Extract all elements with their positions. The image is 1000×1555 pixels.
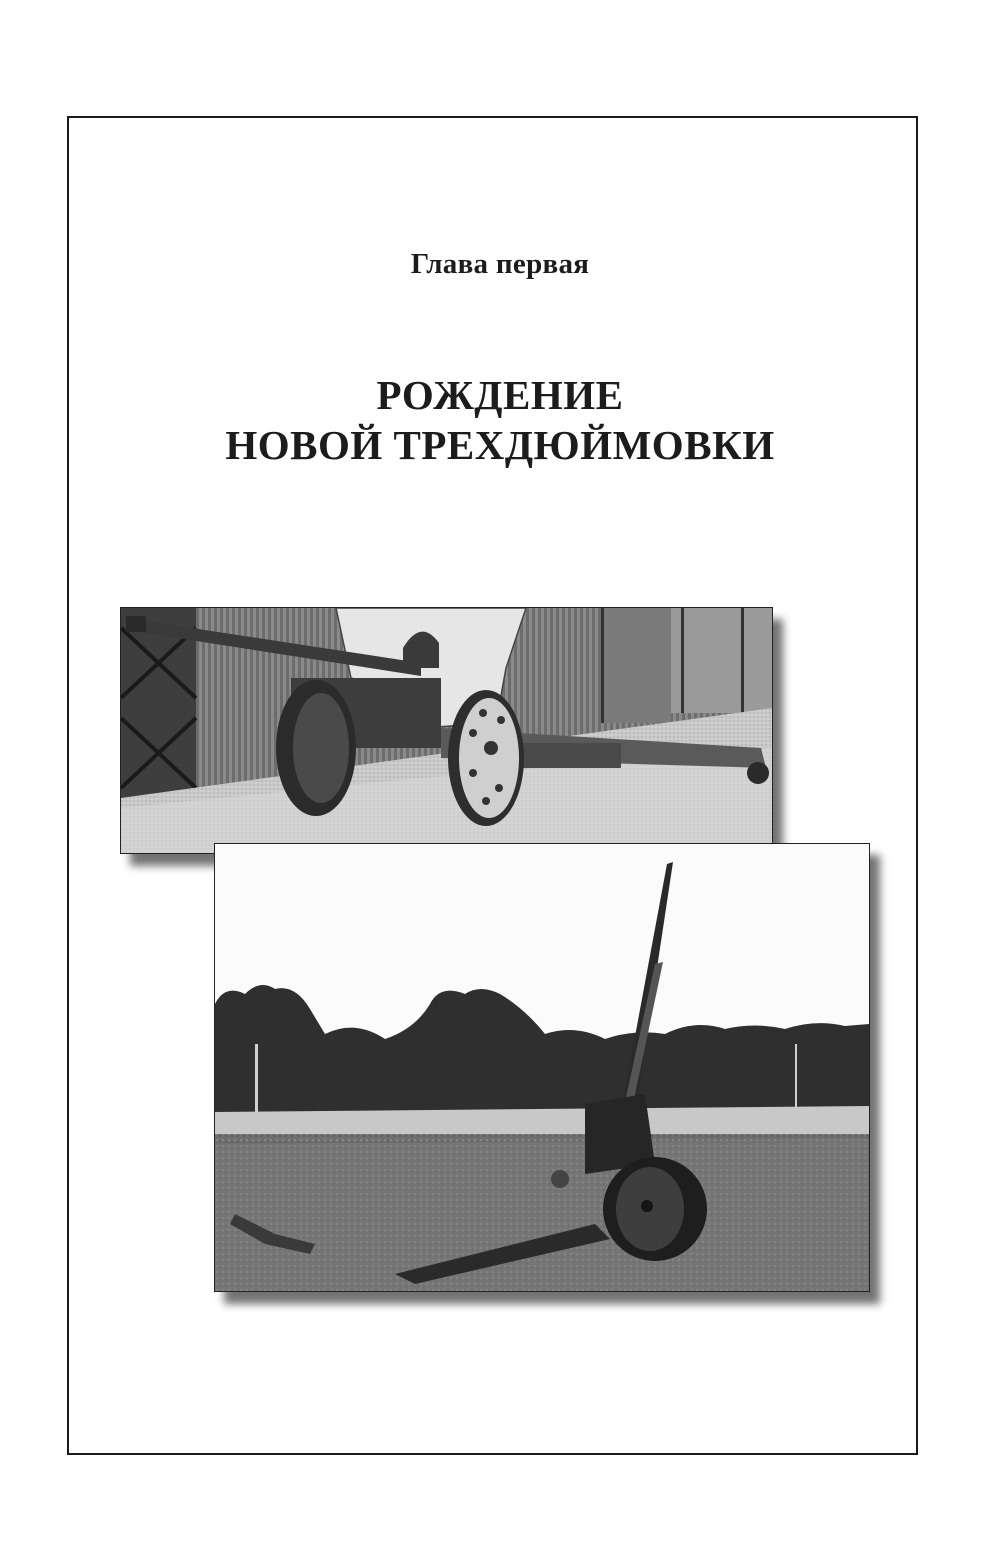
- chapter-title-line-2: НОВОЙ ТРЕХДЮЙМОВКИ: [225, 422, 775, 468]
- field-gun-travel-position-photo: [120, 607, 773, 854]
- photo-top-illustration: [121, 608, 772, 853]
- chapter-label: Глава первая: [410, 248, 590, 280]
- photo-bottom-illustration: [215, 844, 869, 1291]
- field-gun-elevated-barrel-photo: [214, 843, 870, 1292]
- chapter-title: [0, 370, 1000, 470]
- chapter-title-line-1: РОЖДЕНИЕ: [376, 372, 624, 418]
